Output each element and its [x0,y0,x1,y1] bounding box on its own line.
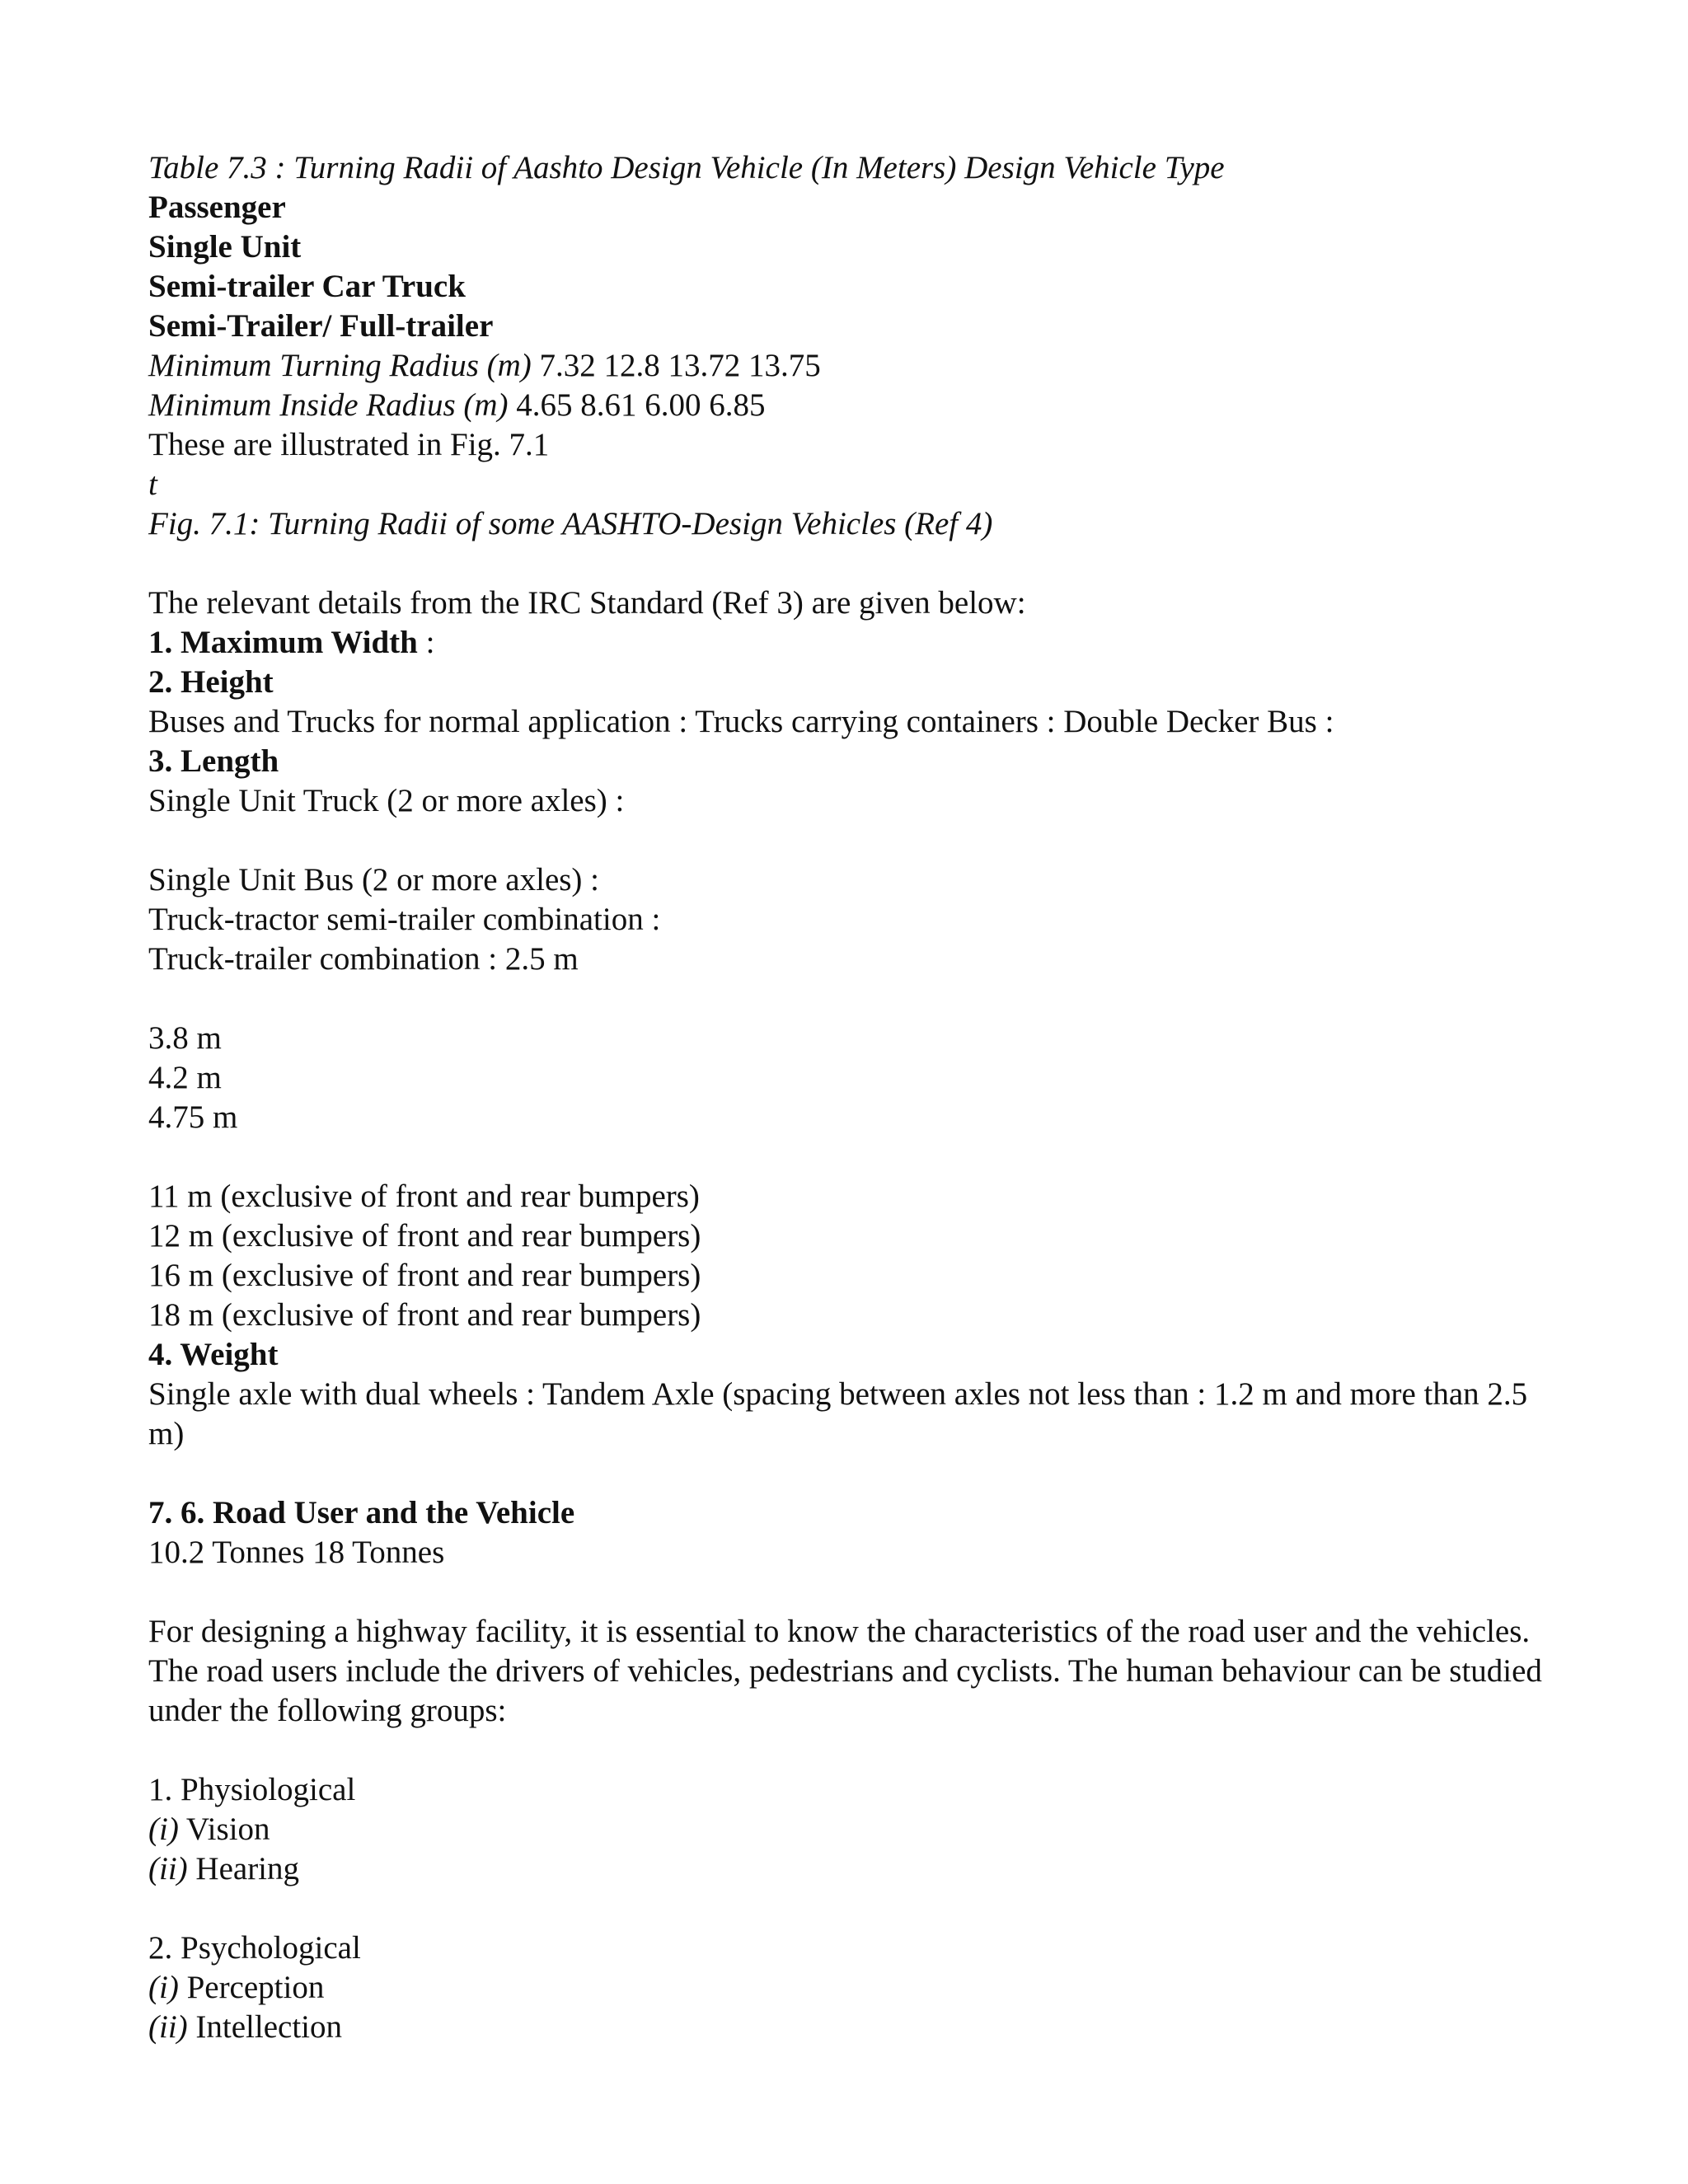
row-min-turning-radius [148,346,1550,386]
irc-height-heading: 2. Height [148,664,274,700]
section-heading: 7. 6. Road User and the Vehicle [148,1495,575,1530]
irc-weight-text: Single axle with dual wheels : Tandem Axle (spacing between axles not less than : 1.2 m and more than 2.5 m) [148,1376,1528,1451]
height-value: 4.75 m [148,1099,238,1135]
irc-length-item: Single Unit Bus (2 or more axles) : [148,862,600,898]
irc-height-items: Buses and Trucks for normal application : Trucks carrying containers : Double Decker Bus : [148,704,1334,739]
document-page [148,148,1550,2047]
item-number: (ii) [148,2009,188,2045]
irc-width-colon: : [417,625,435,660]
list-item [148,1810,1550,1849]
irc-length-heading: 3. Length [148,743,279,779]
item-text: Perception [178,1970,325,2005]
item-number: (ii) [148,1851,188,1886]
list-item [148,2008,1550,2047]
irc-length-item: Truck-tractor semi-trailer combination : [148,902,661,937]
row-label: Minimum Inside Radius (m) [148,387,509,423]
table-caption: Table 7.3 : Turning Radii of Aashto Design Vehicle (In Meters) Design Vehicle Type [148,150,1225,185]
length-value: 12 m (exclusive of front and rear bumpers) [148,1218,701,1254]
group-title-psychological: 2. Psychological [148,1930,361,1966]
vehicle-type-semi-trailer-car-truck: Semi-trailer Car Truck [148,269,466,304]
irc-length-item: Single Unit Truck (2 or more axles) : [148,783,625,818]
vehicle-type-semi-trailer-full-trailer: Semi-Trailer/ Full-trailer [148,308,494,344]
irc-weight-heading: 4. Weight [148,1337,279,1372]
list-item [148,1849,1550,1889]
height-value: 4.2 m [148,1060,222,1095]
length-value: 18 m (exclusive of front and rear bumpers) [148,1297,701,1333]
length-value: 11 m (exclusive of front and rear bumpers) [148,1179,700,1214]
item-text: Intellection [187,2009,343,2045]
row-values: 4.65 8.61 6.00 6.85 [516,387,766,423]
irc-width-heading: 1. Maximum Width [148,625,418,660]
length-value: 16 m (exclusive of front and rear bumpers) [148,1258,701,1293]
item-number: (i) [148,1970,179,2005]
vehicle-type-single-unit: Single Unit [148,229,302,265]
group-title-physiological: 1. Physiological [148,1772,356,1807]
stray-character: t [148,466,157,502]
row-values: 7.32 12.8 13.72 13.75 [539,348,821,383]
height-value: 3.8 m [148,1020,222,1056]
irc-length-item: Truck-trailer combination : 2.5 m [148,941,579,977]
item-text: Vision [178,1811,270,1847]
item-number: (i) [148,1811,179,1847]
row-label: Minimum Turning Radius (m) [148,348,532,383]
intro-paragraph: For designing a highway facility, it is essential to know the characteristics of the road user and the vehicles. The road users include the drivers of vehicles, pedestrians and cyclists. The human behaviour can be studied under the following groups: [148,1614,1542,1728]
weight-values: 10.2 Tonnes 18 Tonnes [148,1535,445,1570]
row-min-inside-radius [148,386,1550,425]
vehicle-type-passenger: Passenger [148,190,286,225]
irc-width-line [148,623,1550,663]
irc-intro: The relevant details from the IRC Standard (Ref 3) are given below: [148,585,1026,621]
figure-caption: Fig. 7.1: Turning Radii of some AASHTO-Design Vehicles (Ref 4) [148,506,993,541]
illustrated-text: These are illustrated in Fig. 7.1 [148,427,550,462]
list-item [148,1968,1550,2008]
item-text: Hearing [187,1851,300,1886]
